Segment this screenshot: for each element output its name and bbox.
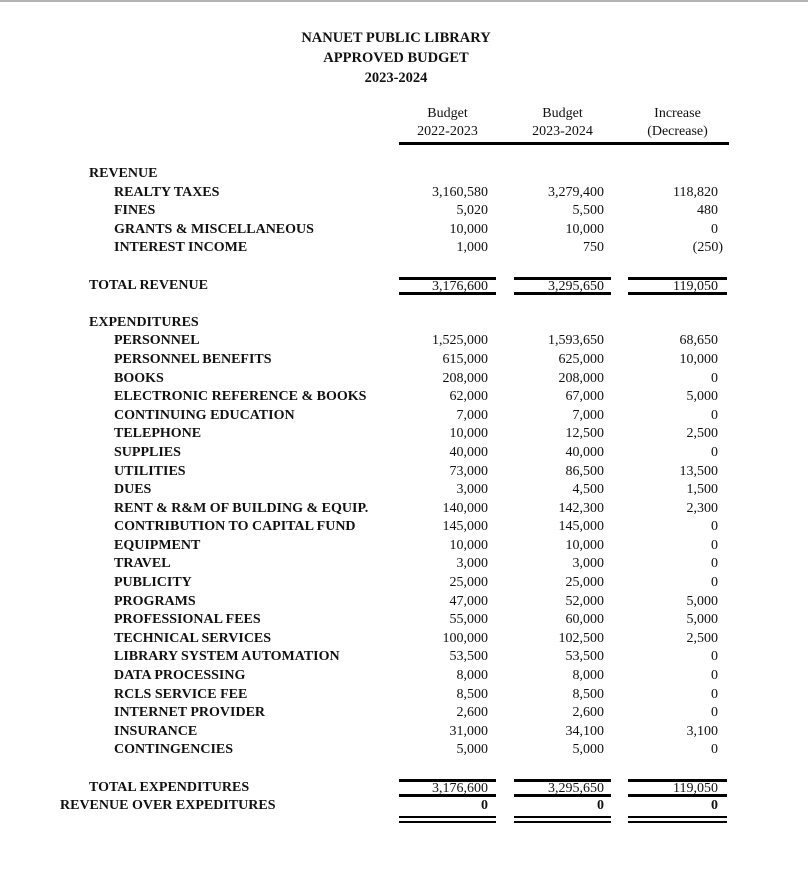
row-label: BOOKS — [114, 370, 164, 386]
row-label: INSURANCE — [114, 723, 198, 739]
row-label: TOTAL REVENUE — [89, 277, 208, 293]
value-cell-col3: 2,500 — [686, 426, 718, 442]
table-row — [0, 277, 792, 296]
table-row — [0, 779, 792, 798]
value-cell-col3: 68,650 — [679, 333, 718, 349]
table-row — [0, 239, 792, 258]
column-header-label: Increase — [654, 106, 701, 121]
value-cell-col2: 4,500 — [572, 482, 604, 498]
value-cell-col1: 615,000 — [442, 351, 488, 367]
row-label: EXPENDITURES — [89, 314, 199, 330]
spacer-row — [0, 295, 792, 314]
row-label: DUES — [114, 482, 152, 498]
value-cell-col2: 52,000 — [565, 593, 604, 609]
column-header-label: 2023-2024 — [532, 124, 593, 139]
row-label: ELECTRONIC REFERENCE & BOOKS — [114, 389, 367, 405]
value-cell-col3: 0 — [711, 742, 718, 758]
value-cell-col2: 5,000 — [572, 742, 604, 758]
row-label: TECHNICAL SERVICES — [114, 630, 272, 646]
value-cell-col2: 625,000 — [558, 351, 604, 367]
value-cell-col1: 8,000 — [456, 668, 488, 684]
row-label: TRAVEL — [114, 556, 171, 572]
row-label: SUPPLIES — [114, 444, 181, 460]
row-label: PROFESSIONAL FEES — [114, 612, 261, 628]
table-row — [0, 704, 792, 723]
table-row — [0, 686, 792, 705]
row-label: INTERNET PROVIDER — [114, 705, 266, 721]
table-row — [0, 537, 792, 556]
value-cell-col3: 0 — [711, 686, 718, 702]
table-row — [0, 741, 792, 760]
row-label — [0, 760, 399, 779]
value-cell-col2: 5,500 — [572, 203, 604, 219]
table-row — [0, 444, 792, 463]
document-subtitle: APPROVED BUDGET — [323, 50, 469, 66]
value-cell-col2: 0 — [597, 798, 604, 814]
value-cell-col1: 62,000 — [449, 389, 488, 405]
double-underline-segment — [399, 816, 496, 823]
value-cell-col2: 102,500 — [558, 630, 604, 646]
value-cell-col1: 73,000 — [449, 463, 488, 479]
value-cell-col2: 3,295,650 — [514, 277, 611, 296]
table-row — [0, 184, 792, 203]
value-cell-col3: (250) — [692, 240, 723, 256]
column-header-label: Budget — [427, 106, 468, 121]
value-cell-col1: 145,000 — [442, 519, 488, 535]
value-cell-col1: 5,000 — [456, 742, 488, 758]
row-label: RCLS SERVICE FEE — [114, 686, 248, 702]
value-cell-col2: 1,593,650 — [548, 333, 604, 349]
row-label: PROGRAMS — [114, 593, 196, 609]
value-cell-col1: 7,000 — [456, 407, 488, 423]
value-cell-col3: 0 — [711, 649, 718, 665]
column-header-label: Budget — [542, 106, 583, 121]
row-label: PERSONNEL BENEFITS — [114, 351, 272, 367]
value-cell-col2: 67,000 — [565, 389, 604, 405]
value-cell-col2: 3,000 — [572, 556, 604, 572]
column-header-label: 2022-2023 — [417, 124, 478, 139]
value-cell-col1: 3,176,600 — [399, 277, 496, 296]
value-cell-col3: 0 — [711, 575, 718, 591]
value-cell-col1: 40,000 — [449, 444, 488, 460]
value-cell-col3: 13,500 — [679, 463, 718, 479]
value-cell-col1: 10,000 — [449, 426, 488, 442]
spacer-row — [0, 760, 792, 779]
table-row — [0, 797, 792, 816]
value-cell-col1: 1,525,000 — [432, 333, 488, 349]
table-row — [0, 463, 792, 482]
row-label: RENT & R&M OF BUILDING & EQUIP. — [114, 500, 369, 516]
table-row — [0, 723, 792, 742]
value-cell-col2: 750 — [583, 240, 604, 256]
value-cell-col1: 10,000 — [449, 537, 488, 553]
row-label: CONTINUING EDUCATION — [114, 407, 295, 423]
table-row — [0, 388, 792, 407]
table-row — [0, 425, 792, 444]
table-row — [0, 351, 792, 370]
value-cell-col3: 0 — [711, 221, 718, 237]
document-title: NANUET PUBLIC LIBRARY — [301, 30, 491, 46]
row-label: INTEREST INCOME — [114, 240, 248, 256]
value-cell-col3: 2,300 — [686, 500, 718, 516]
row-label: CONTINGENCIES — [114, 742, 234, 758]
value-cell-col1: 208,000 — [442, 370, 488, 386]
table-row — [0, 202, 792, 221]
spacer-row — [0, 258, 792, 277]
row-label: REVENUE — [89, 166, 158, 181]
value-cell-col2: 142,300 — [558, 500, 604, 516]
value-cell-col3: 5,000 — [686, 593, 718, 609]
value-cell-col2: 8,500 — [572, 686, 604, 702]
value-cell-col1: 10,000 — [449, 221, 488, 237]
table-row — [0, 574, 792, 593]
row-label: GRANTS & MISCELLANEOUS — [114, 221, 314, 237]
value-cell-col2: 34,100 — [565, 723, 604, 739]
value-cell-col2: 7,000 — [572, 407, 604, 423]
row-label: REVENUE OVER EXPEDITURES — [60, 798, 276, 814]
value-cell-col3: 0 — [711, 668, 718, 684]
row-label: PERSONNEL — [114, 333, 200, 349]
table-row — [0, 332, 792, 351]
value-cell-col2: 3,295,650 — [514, 779, 611, 798]
value-cell-col1: 8,500 — [456, 686, 488, 702]
row-label: TOTAL EXPENDITURES — [89, 779, 250, 795]
value-cell-col3: 1,500 — [686, 482, 718, 498]
value-cell-col3: 0 — [711, 537, 718, 553]
table-row — [0, 630, 792, 649]
row-label — [0, 258, 399, 277]
value-cell-col2: 145,000 — [558, 519, 604, 535]
table-row — [0, 500, 792, 519]
row-label: EQUIPMENT — [114, 537, 201, 553]
value-cell-col2: 10,000 — [565, 537, 604, 553]
value-cell-col3: 5,000 — [686, 612, 718, 628]
value-cell-col2: 8,000 — [572, 668, 604, 684]
value-cell-col2: 2,600 — [572, 705, 604, 721]
document-title-block — [0, 28, 792, 88]
table-row — [0, 555, 792, 574]
table-row — [0, 611, 792, 630]
value-cell-col1: 55,000 — [449, 612, 488, 628]
value-cell-col1: 5,020 — [456, 203, 488, 219]
value-cell-col3: 2,500 — [686, 630, 718, 646]
value-cell-col1: 3,176,600 — [399, 779, 496, 798]
value-cell-col3: 0 — [711, 556, 718, 572]
value-cell-col1: 3,000 — [456, 556, 488, 572]
value-cell-col2: 86,500 — [565, 463, 604, 479]
value-cell-col3: 0 — [711, 519, 718, 535]
value-cell-col2: 10,000 — [565, 221, 604, 237]
row-label: DATA PROCESSING — [114, 668, 246, 684]
row-label: LIBRARY SYSTEM AUTOMATION — [114, 649, 340, 665]
value-cell-col1: 25,000 — [449, 575, 488, 591]
table-row — [0, 518, 792, 537]
budget-table-rows — [0, 165, 792, 816]
value-cell-col1: 1,000 — [456, 240, 488, 256]
value-cell-col1: 100,000 — [442, 630, 488, 646]
value-cell-col2: 60,000 — [565, 612, 604, 628]
row-label: FINES — [114, 203, 156, 219]
value-cell-col3: 119,050 — [628, 277, 727, 296]
value-cell-col1: 0 — [481, 798, 488, 814]
row-label: PUBLICITY — [114, 575, 192, 591]
column-header-label: (Decrease) — [647, 124, 708, 139]
value-cell-col3: 480 — [697, 203, 718, 219]
value-cell-col2: 40,000 — [565, 444, 604, 460]
row-label: CONTRIBUTION TO CAPITAL FUND — [114, 519, 356, 535]
value-cell-col3: 0 — [711, 370, 718, 386]
document-year: 2023-2024 — [364, 70, 428, 86]
value-cell-col1: 47,000 — [449, 593, 488, 609]
table-row — [0, 314, 792, 333]
table-row — [0, 481, 792, 500]
table-row — [0, 593, 792, 612]
double-underline-segment — [514, 816, 611, 823]
value-cell-col3: 0 — [711, 407, 718, 423]
value-cell-col1: 53,500 — [449, 649, 488, 665]
value-cell-col1: 31,000 — [449, 723, 488, 739]
table-row — [0, 648, 792, 667]
row-label: UTILITIES — [114, 463, 186, 479]
value-cell-col3: 0 — [711, 444, 718, 460]
value-cell-col1: 140,000 — [442, 500, 488, 516]
value-cell-col1: 3,000 — [456, 482, 488, 498]
value-cell-col3: 0 — [711, 705, 718, 721]
double-underline-segment — [628, 816, 727, 823]
value-cell-col2: 208,000 — [558, 370, 604, 386]
table-row — [0, 667, 792, 686]
row-label: TELEPHONE — [114, 426, 202, 442]
value-cell-col2: 12,500 — [565, 426, 604, 442]
row-label — [0, 295, 399, 314]
value-cell-col2: 25,000 — [565, 575, 604, 591]
value-cell-col2: 53,500 — [565, 649, 604, 665]
table-row — [0, 407, 792, 426]
value-cell-col2: 3,279,400 — [548, 184, 604, 200]
value-cell-col1: 3,160,580 — [432, 184, 488, 200]
table-row — [0, 165, 792, 184]
value-cell-col3: 10,000 — [679, 351, 718, 367]
header-rule — [399, 142, 729, 145]
value-cell-col3: 119,050 — [628, 779, 727, 798]
value-cell-col3: 0 — [711, 798, 718, 814]
value-cell-col3: 5,000 — [686, 389, 718, 405]
row-label: REALTY TAXES — [114, 184, 220, 200]
table-row — [0, 370, 792, 389]
value-cell-col1: 2,600 — [456, 705, 488, 721]
value-cell-col3: 118,820 — [673, 184, 718, 200]
table-row — [0, 221, 792, 240]
value-cell-col3: 3,100 — [686, 723, 718, 739]
